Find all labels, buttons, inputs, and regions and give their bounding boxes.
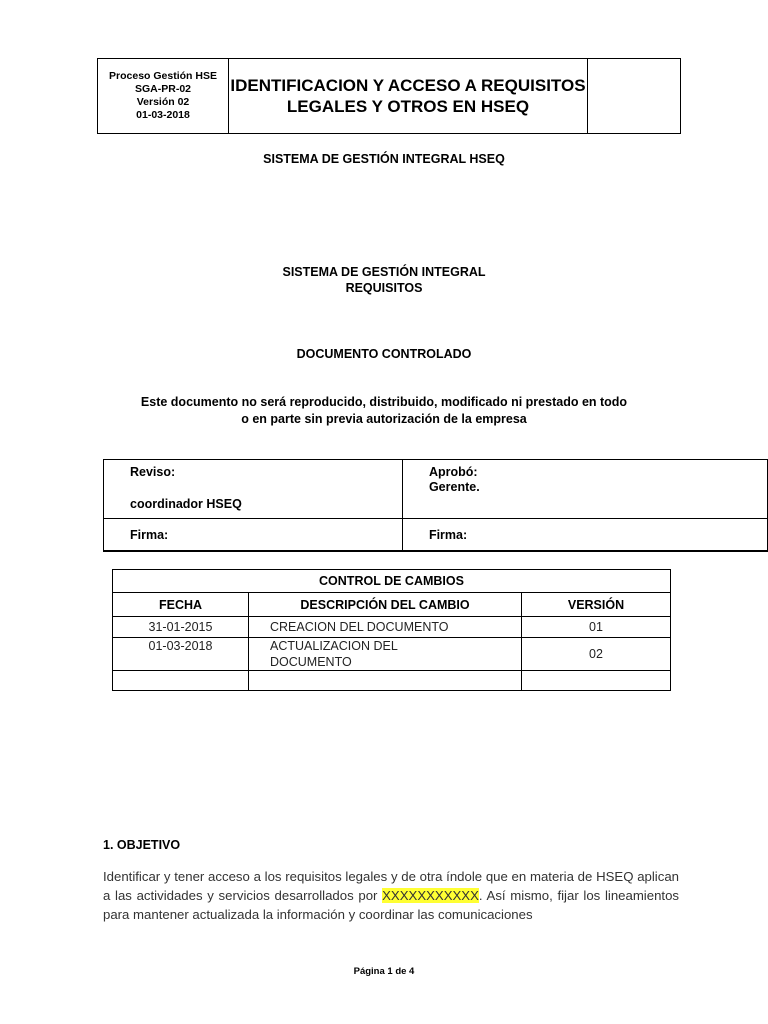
document-date: 01-03-2018 [136, 109, 190, 121]
reviewed-label: Reviso: [130, 465, 176, 479]
system-heading: SISTEMA DE GESTIÓN INTEGRAL HSEQ [263, 152, 505, 166]
document-title: IDENTIFICACION Y ACCESO A REQUISITOS LEGALES Y OTROS EN HSEQ [229, 59, 588, 134]
header-logo-cell [588, 59, 681, 134]
notice-line-1: Este documento no será reproducido, distribuido, modificado ni prestado en todo [140, 395, 628, 409]
objective-paragraph [103, 867, 679, 924]
reviewed-cell [104, 460, 403, 519]
approval-table [103, 459, 768, 552]
document-meta [98, 59, 229, 134]
row-description: ACTUALIZACION DEL DOCUMENTO [249, 638, 522, 671]
controlled-document-label: DOCUMENTO CONTROLADO [296, 347, 472, 361]
approved-label: Aprobó: [428, 465, 478, 479]
approved-by: Gerente. [428, 480, 480, 494]
page-number: Página 1 de 4 [353, 966, 415, 977]
row-description: CREACION DEL DOCUMENTO [249, 617, 522, 638]
signature-left: Firma: [104, 519, 403, 552]
objective-text-before: Identificar y tener acceso a los requisitos legales y de otra índole que en materia de HSEQ aplican a las actividades y servicios desarrollados por [103, 869, 679, 903]
changes-title: CONTROL DE CAMBIOS [113, 570, 671, 593]
reviewed-by: coordinador HSEQ [130, 497, 242, 511]
col-header-version: VERSIÓN [522, 593, 671, 617]
row-date: 01-03-2018 [113, 638, 249, 671]
changes-table [112, 569, 671, 691]
document-version: Versión 02 [136, 96, 190, 108]
cover-line-1: SISTEMA DE GESTIÓN INTEGRAL [282, 265, 486, 279]
notice-line-2: o en parte sin previa autorización de la empresa [241, 412, 527, 426]
company-placeholder: XXXXXXXXXXX [382, 888, 479, 903]
table-row [113, 671, 671, 691]
row-version: 01 [522, 617, 671, 638]
row-date: 31-01-2015 [113, 617, 249, 638]
row-date [113, 671, 249, 691]
cover-line-2: REQUISITOS [345, 281, 423, 295]
signature-right: Firma: [402, 519, 767, 552]
approved-cell [402, 460, 767, 519]
document-code: SGA-PR-02 [134, 83, 191, 95]
table-row [113, 638, 671, 671]
header-table [97, 58, 681, 134]
objective-text-after: . Así mismo, fijar los lineamientos para mantener actualizada la información y coordinar las comunicaciones [103, 888, 679, 922]
col-header-description: DESCRIPCIÓN DEL CAMBIO [249, 593, 522, 617]
row-version [522, 671, 671, 691]
row-description [249, 671, 522, 691]
objective-title: 1. OBJETIVO [103, 838, 181, 852]
row-version: 02 [522, 638, 671, 671]
col-header-date: FECHA [113, 593, 249, 617]
table-row [113, 617, 671, 638]
process-name: Proceso Gestión HSE [109, 70, 217, 82]
